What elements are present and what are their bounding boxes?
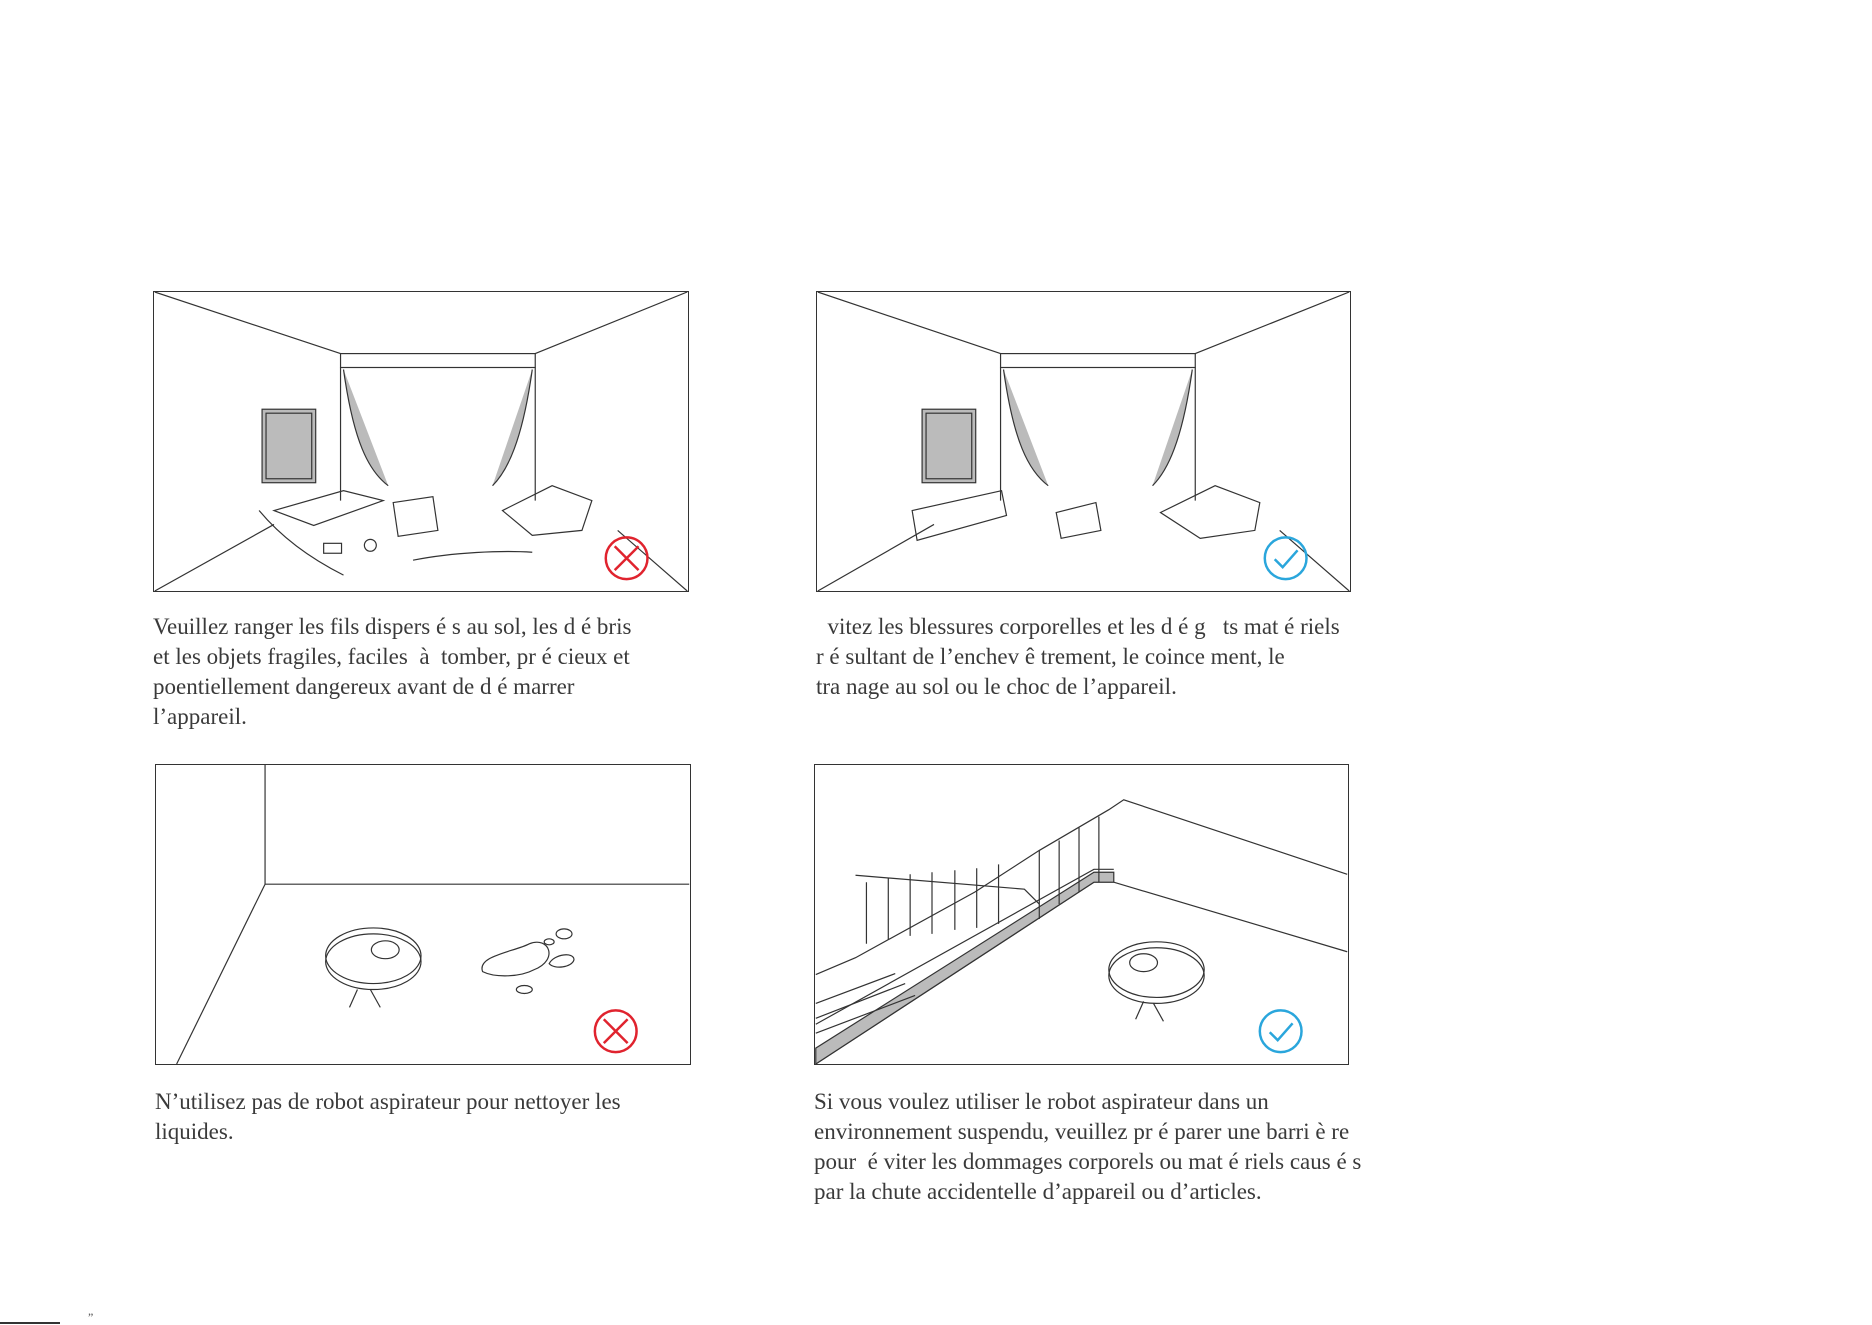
illustration-liquid-spill: [155, 764, 691, 1065]
check-circle-icon: [1260, 1010, 1302, 1052]
illustration-elevated-barrier: [814, 764, 1349, 1065]
robot-vacuum: [326, 928, 421, 1007]
cluttered-room-drawing: [154, 292, 688, 591]
caption-elevated-barrier: Si vous voulez utiliser le robot aspirateur dans un environnement suspendu, veuillez pr é parer une barri è re pour é viter les dommages corporels ou mat é riels caus é s par la chute accidentelle d’appareil ou d’articles.: [814, 1089, 1362, 1204]
caption-cluttered-room: Veuillez ranger les fils dispers é s au sol, les d é bris et les objets fragiles, faciles à tomber, pr é cieux et poentiellement dangereux avant de d é marrer l’appareil.: [153, 614, 632, 729]
robot-vacuum: [1109, 942, 1204, 1021]
cross-circle-icon: [606, 537, 648, 579]
check-circle-icon: [1265, 537, 1307, 579]
illustration-tidy-room: [816, 291, 1351, 592]
elevated-barrier-drawing: [815, 765, 1348, 1064]
tidy-room-drawing: [817, 292, 1350, 591]
cross-circle-icon: [595, 1010, 637, 1052]
caption-tidy-room: vitez les blessures corporelles et les d é g ts mat é riels r é sultant de l’enchev ê trement, le coince ment, le tra nage au sol ou le choc de l’appareil.: [816, 614, 1340, 699]
footer-mark: ”: [88, 1310, 94, 1324]
caption-liquid-spill: N’utilisez pas de robot aspirateur pour nettoyer les liquides.: [155, 1089, 621, 1144]
liquid-spill-drawing: [156, 765, 690, 1064]
illustration-cluttered-room: [153, 291, 689, 592]
